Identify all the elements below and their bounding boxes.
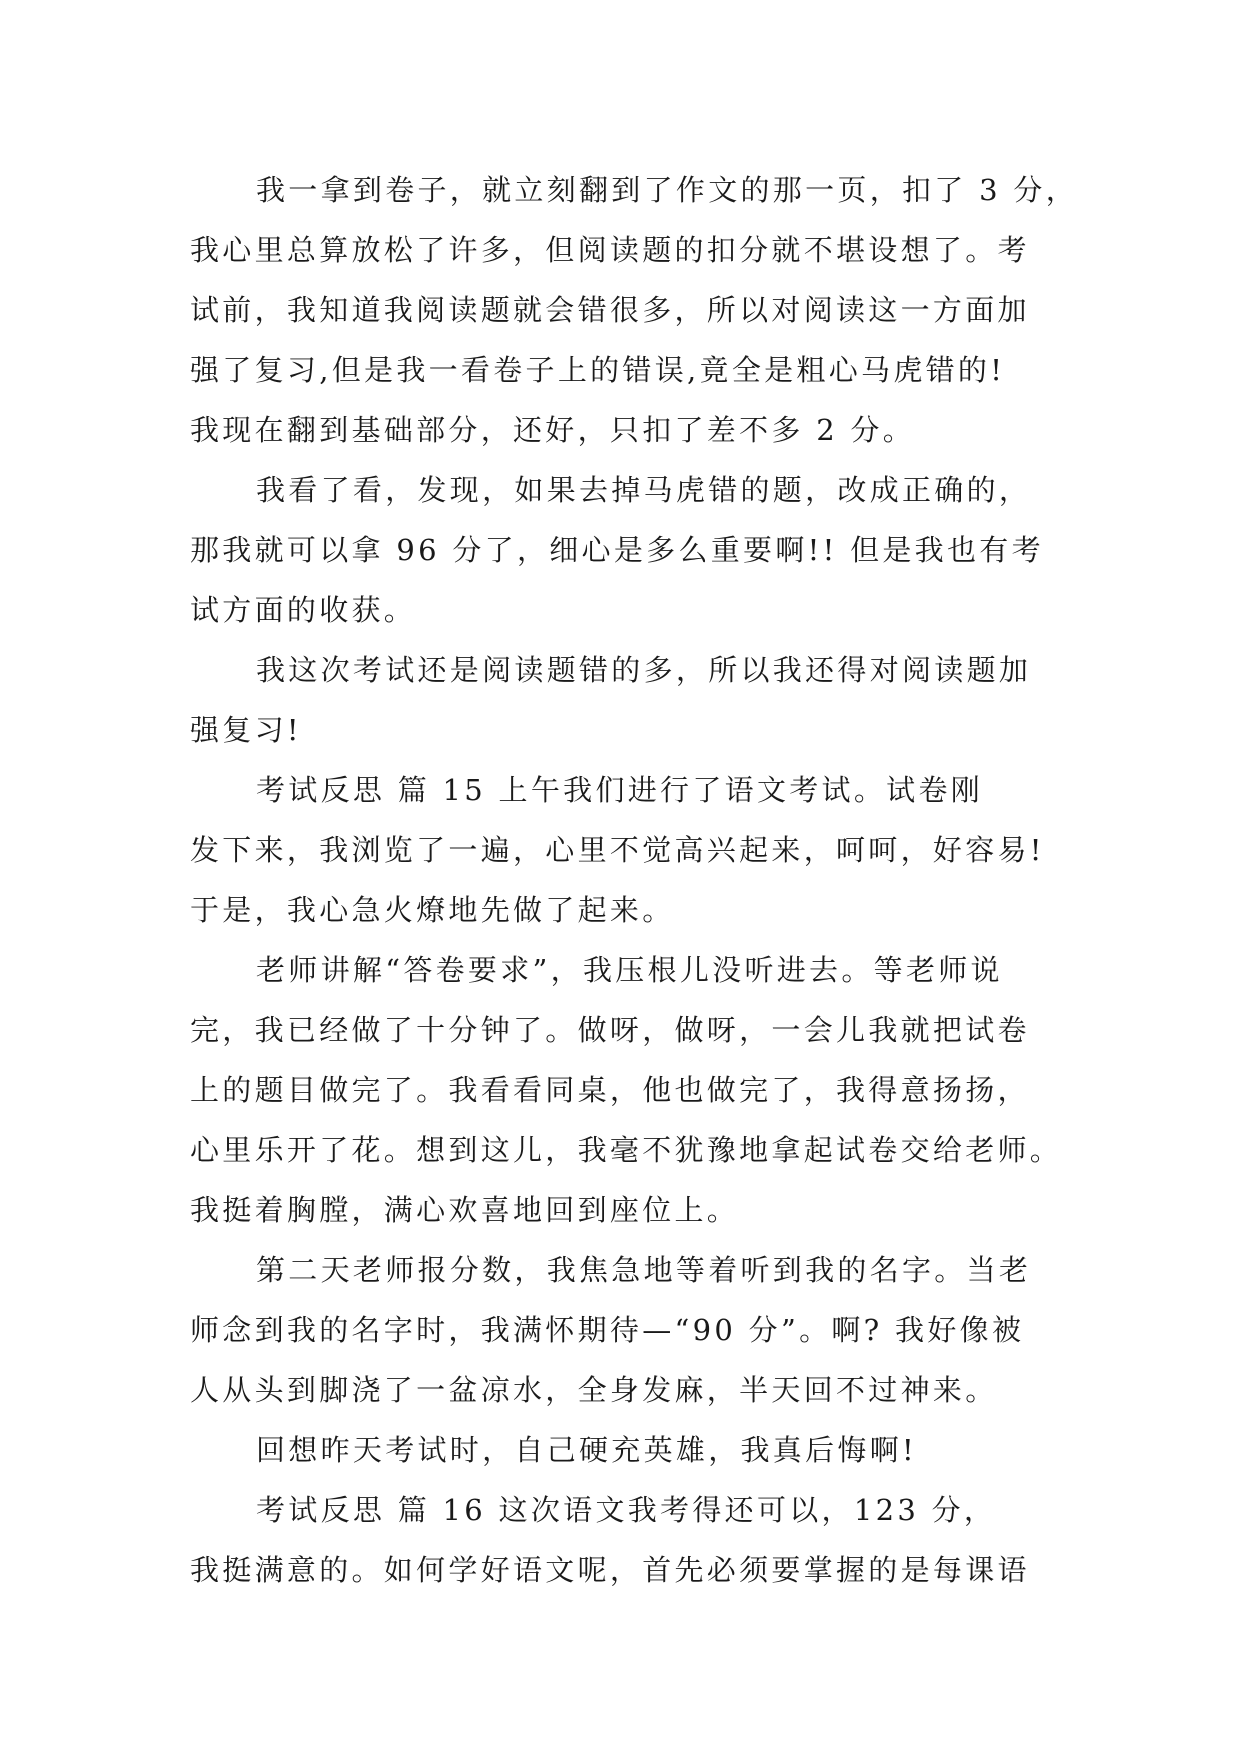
- text-line: 试方面的收获。: [190, 593, 417, 627]
- text-line: 回想昨天考试时，自己硬充英雄，我真后悔啊!: [256, 1433, 917, 1467]
- text-line: 上的题目做完了。我看看同桌，他也做完了，我得意扬扬，: [190, 1073, 1030, 1107]
- text-line: 心里乐开了花。想到这儿，我毫不犹豫地拿起试卷交给老师。: [190, 1133, 1063, 1167]
- text-line: 试前，我知道我阅读题就会错很多，所以对阅读这一方面加: [190, 293, 1030, 327]
- text-line: 我挺着胸膛，满心欢喜地回到座位上。: [190, 1193, 740, 1227]
- text-line: 我挺满意的。如何学好语文呢，首先必须要掌握的是每课语: [190, 1553, 1030, 1587]
- text-line: 发下来，我浏览了一遍，心里不觉高兴起来，呵呵，好容易!: [190, 833, 1045, 867]
- text-line: 我这次考试还是阅读题错的多，所以我还得对阅读题加: [256, 653, 1032, 687]
- section-heading-line: 考试反思 篇 16 这次语文我考得还可以，123 分，: [256, 1493, 997, 1527]
- text-line: 第二天老师报分数，我焦急地等着听到我的名字。当老: [256, 1253, 1032, 1287]
- text-line: 强了复习,但是我一看卷子上的错误,竟全是粗心马虎错的!: [190, 353, 1006, 387]
- text-line: 我看了看，发现，如果去掉马虎错的题，改成正确的，: [256, 473, 1032, 507]
- text-line: 那我就可以拿 96 分了，细心是多么重要啊!! 但是我也有考: [190, 533, 1044, 567]
- text-line: 师念到我的名字时，我满怀期待—“90 分”。啊? 我好像被: [190, 1313, 1025, 1347]
- text-line: 我心里总算放松了许多，但阅读题的扣分就不堪设想了。考: [190, 233, 1030, 267]
- text-line: 完，我已经做了十分钟了。做呀，做呀，一会儿我就把试卷: [190, 1013, 1030, 1047]
- section-heading-line: 考试反思 篇 15 上午我们进行了语文考试。试卷刚: [256, 773, 984, 807]
- text-line: 人从头到脚浇了一盆凉水，全身发麻，半天回不过神来。: [190, 1373, 998, 1407]
- text-line: 我现在翻到基础部分，还好，只扣了差不多 2 分。: [190, 413, 916, 447]
- text-line: 强复习!: [190, 713, 302, 747]
- text-line: 老师讲解“答卷要求”，我压根儿没听进去。等老师说: [256, 953, 1003, 987]
- text-line: 我一拿到卷子，就立刻翻到了作文的那一页，扣了 3 分，: [256, 173, 1078, 207]
- text-line: 于是，我心急火燎地先做了起来。: [190, 893, 675, 927]
